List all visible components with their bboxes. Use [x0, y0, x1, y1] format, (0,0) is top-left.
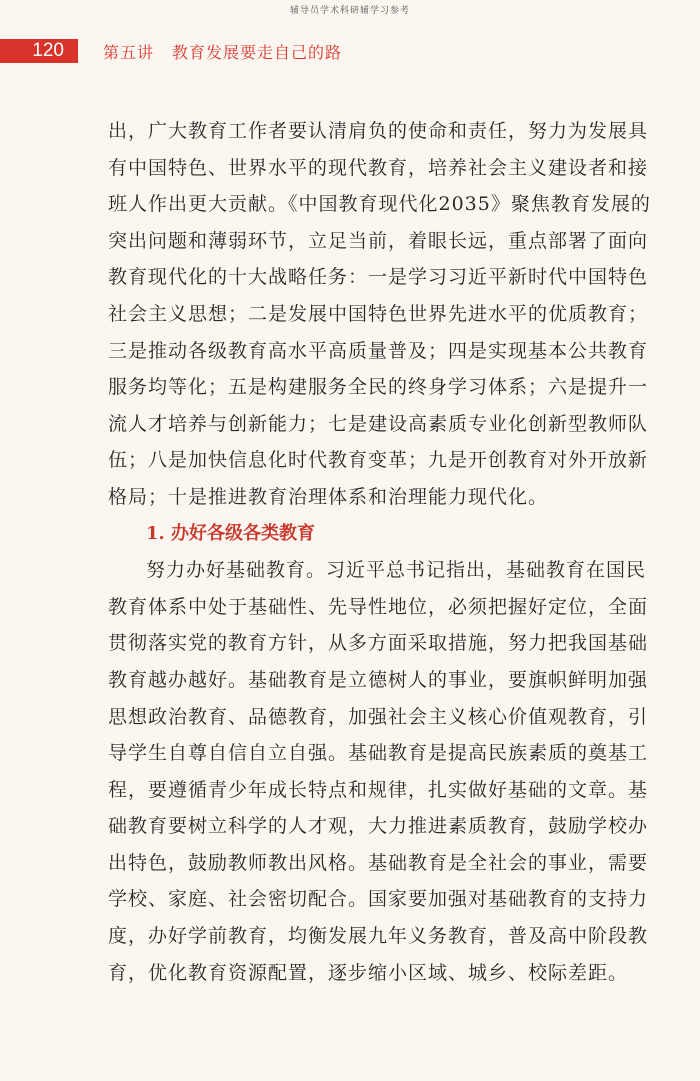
- text-line: 学校、家庭、社会密切配合。国家要加强对基础教育的支持力: [108, 888, 649, 911]
- text-line: 格局；十是推进教育治理体系和治理能力现代化。: [108, 485, 549, 508]
- page-number: 120: [0, 39, 78, 63]
- body-text: [108, 113, 651, 991]
- section-heading: 1. 办好各级各类教育: [146, 522, 316, 544]
- chapter-title: 教育发展要走自己的路: [172, 43, 343, 62]
- text-line: 出，广大教育工作者要认清肩负的使命和责任，努力为发展具: [108, 120, 649, 142]
- text-line: 伍；八是加快信息化时代教育变革；九是开创教育对外开放新: [108, 449, 649, 472]
- text-line: 班人作出更大贡献。《中国教育现代化2035》聚焦教育发展的: [108, 193, 651, 216]
- text-line: 出特色，鼓励教师教出风格。基础教育是全社会的事业，需要: [108, 851, 649, 874]
- chapter-label: 第五讲: [103, 43, 155, 62]
- running-head: [103, 40, 342, 63]
- text-line: 础教育要树立科学的人才观，大力推进素质教育，鼓励学校办: [108, 815, 649, 838]
- text-line: 教育越办越好。基础教育是立德树人的事业，要旗帜鲜明加强: [108, 668, 649, 691]
- text-line: 社会主义思想；二是发展中国特色世界先进水平的优质教育；: [108, 302, 649, 325]
- paragraph-continuation: [108, 113, 651, 516]
- text-line: 有中国特色、世界水平的现代教育，培养社会主义建设者和接: [108, 156, 649, 179]
- text-line: 程，要遵循青少年成长特点和规律，扎实做好基础的文章。基: [108, 778, 649, 801]
- text-line: 流人才培养与创新能力；七是建设高素质专业化创新型教师队: [108, 412, 649, 435]
- top-note: 辅导员学术科研辅学习参考: [289, 6, 410, 16]
- text-line: 度，办好学前教育，均衡发展九年义务教育，普及高中阶段教: [108, 925, 649, 948]
- text-line: 思想政治教育、品德教育，加强社会主义核心价值观教育，引: [108, 705, 649, 728]
- text-line: 贯彻落实党的教育方针，从多方面采取措施，努力把我国基础: [108, 632, 649, 655]
- paragraph-basic-education: [108, 552, 648, 991]
- text-line: 教育体系中处于基础性、先导性地位，必须把握好定位，全面: [108, 595, 649, 618]
- text-line: 努力办好基础教育。习近平总书记指出，基础教育在国民: [146, 559, 647, 582]
- text-line: 育，优化教育资源配置，逐步缩小区域、城乡、校际差距。: [108, 961, 629, 984]
- text-line: 突出问题和薄弱环节，立足当前，着眼长远，重点部署了面向: [108, 229, 649, 252]
- text-line: 教育现代化的十大战略任务：一是学习习近平新时代中国特色: [108, 266, 649, 289]
- text-line: 导学生自尊自信自立自强。基础教育是提高民族素质的奠基工: [108, 742, 649, 765]
- text-line: 服务均等化；五是构建服务全民的终身学习体系；六是提升一: [108, 376, 649, 399]
- text-line: 三是推动各级教育高水平高质量普及；四是实现基本公共教育: [108, 339, 649, 362]
